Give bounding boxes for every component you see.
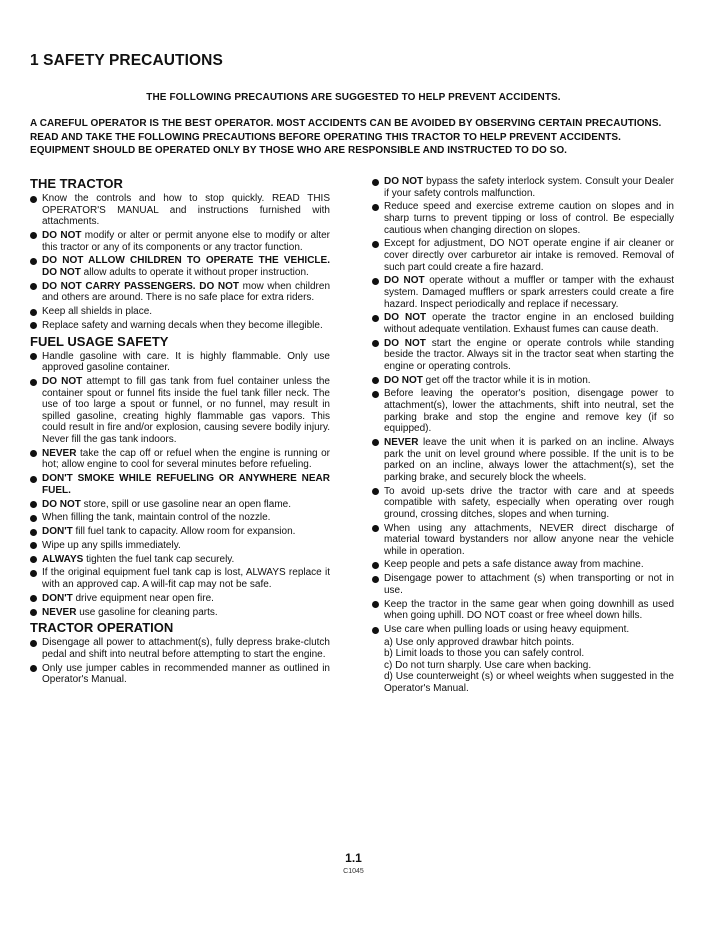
bullet-item [30, 567, 330, 590]
bullet-emphasis: DO NOT [42, 376, 83, 388]
section-title-fuel: FUEL USAGE SAFETY [30, 333, 169, 349]
bullet-item [372, 437, 674, 483]
bullet-text: start the engine or operate controls while standing beside the tractor. Always sit in the tractor seat when starting the engine or operating controls. [384, 337, 674, 372]
bullet-text: use gasoline for cleaning parts. [76, 606, 218, 618]
sub-list [384, 637, 674, 695]
bullet-text: Wipe up any spills immediately. [42, 539, 181, 551]
left-column [30, 176, 330, 688]
right-column [372, 176, 674, 697]
bullet-item [30, 637, 330, 660]
bullet-item [30, 663, 330, 686]
bullet-text: attempt to fill gas tank from fuel container unless the container spout or funnel fits inside the fuel tank filler neck. The use of too large a spout or funnel, or no funnel, may result in spilled gasoline, creating highly flammable gas vapors. This could result in fire and/or explosion, causing severe bodily injury. Never fill the gas tank indoors. [42, 376, 330, 445]
bullet-item [30, 281, 330, 304]
bullet-item [30, 306, 330, 318]
bullet-emphasis: DO NOT CARRY PASSENGERS. DO NOT [42, 280, 239, 292]
sub-list-item: c) Do not turn sharply. Use care when backing. [384, 659, 592, 671]
bullet-emphasis: DON'T [42, 526, 73, 538]
bullet-text: Disengage all power to attachment(s), fully depress brake-clutch pedal and shift into neutral before attempting to start the engine. [42, 637, 330, 660]
sub-list-item: d) Use counterweight (s) or wheel weights when suggested in the Operator's Manual. [384, 671, 674, 694]
bullet-text: Reduce speed and exercise extreme caution on slopes and in sharp turns to prevent tipping or loss of control. Be especially cautious when changing direction on slopes. [384, 201, 674, 236]
bullet-emphasis: DO NOT [384, 374, 423, 386]
section-title-tractor: THE TRACTOR [30, 176, 123, 191]
bullet-item [372, 599, 674, 622]
bullet-item [30, 607, 330, 619]
bullet-item [30, 499, 330, 511]
bullet-emphasis: DON'T [42, 592, 73, 604]
bullet-text: store, spill or use gasoline near an open flame. [80, 498, 292, 510]
bullet-text: modify or alter or permit anyone else to modify or alter this tractor or any of its components or any tractor function. [42, 229, 330, 253]
bullet-emphasis: DO NOT [384, 337, 426, 349]
bullet-item [30, 351, 330, 374]
bullet-text: Use care when pulling loads or using heavy equipment. [384, 624, 630, 635]
bullet-text: operate without a muffler or tamper with the exhaust system. Damaged mufflers or spark arresters could create a fire hazard. Inspect periodically and replace if necessary. [384, 275, 674, 310]
bullet-text: To avoid up-sets drive the tractor with care and at speeds compatible with safety, especially when operating over rough ground, crossing ditches, slopes and when turning. [384, 485, 674, 520]
bullet-text: get off the tractor while it is in motion. [422, 374, 591, 386]
bullet-emphasis: DO NOT ALLOW CHILDREN TO OPERATE THE VEHICLE. DO NOT [42, 255, 330, 278]
bullet-item [30, 230, 330, 253]
document-code: C1045 [343, 868, 364, 875]
bullet-text: If the original equipment fuel tank cap is lost, ALWAYS replace it with an approved cap. A will-fit cap may not be safe. [42, 567, 330, 591]
bullet-text: drive equipment near open fire. [72, 592, 214, 604]
bullet-text: When filling the tank, maintain control of the nozzle. [42, 512, 271, 524]
bullet-text: Keep people and pets a safe distance away from machine. [384, 559, 644, 571]
operation-list [30, 637, 330, 686]
bullet-item [372, 238, 674, 273]
bullet-text: Handle gasoline with care. It is highly flammable. Only use approved gasoline container. [42, 350, 330, 374]
bullet-text: operate the tractor engine in an enclosed building without adequate ventilation. Exhaust fumes can cause death. [384, 312, 674, 335]
tractor-list [30, 193, 330, 331]
bullet-item [30, 593, 330, 605]
bullet-text: Except for adjustment, DO NOT operate engine if air cleaner or cover directly over carburetor air intake is removed. Removal of such part could create a fire hazard. [384, 238, 674, 273]
bullet-item [372, 338, 674, 373]
bullet-emphasis: DO NOT [384, 312, 427, 324]
bullet-text: When using any attachments, NEVER direct discharge of material toward bystanders nor allow anyone near the vehicle while in operation. [384, 522, 674, 557]
bullet-text: allow adults to operate it without proper instruction. [80, 266, 309, 278]
bullet-item [30, 448, 330, 471]
bullet-item [30, 526, 330, 538]
bullet-item [372, 201, 674, 236]
bullet-item [30, 320, 330, 332]
page-number: 1.1 [345, 851, 362, 865]
bullet-item [30, 473, 330, 496]
bullet-text: take the cap off or refuel when the engine is running or hot; allow engine to cool for several minutes before refueling. [42, 447, 330, 471]
bullet-item [30, 376, 330, 446]
bullet-emphasis: NEVER [384, 436, 419, 448]
bullet-text: mow when children and others are around. There is no safe place for extra riders. [42, 280, 330, 304]
bullet-text: Disengage power to attachment (s) when transporting or not in use. [384, 573, 674, 596]
bullet-emphasis: DON'T SMOKE WHILE REFUELING OR ANYWHERE NEAR FUEL. [42, 473, 330, 496]
bullet-item [30, 193, 330, 228]
bullet-item [30, 554, 330, 566]
bullet-emphasis: DO NOT [384, 275, 425, 287]
bullet-item [30, 540, 330, 552]
bullet-text: tighten the fuel tank cap securely. [83, 553, 235, 565]
sub-list-item: b) Limit loads to those you can safely control. [384, 648, 585, 660]
bullet-text: bypass the safety interlock system. Consult your Dealer if your safety controls malfunction. [384, 176, 674, 199]
bullet-emphasis: DO NOT [384, 176, 424, 187]
section-title-operation: TRACTOR OPERATION [30, 620, 174, 636]
bullet-text: Know the controls and how to stop quickly. READ THIS OPERATOR'S MANUAL and instructions furnished with attachments. [42, 193, 330, 228]
bullet-item [372, 573, 674, 596]
bullet-item [30, 255, 330, 278]
bullet-item [372, 176, 674, 199]
bullet-text: Only use jumper cables in recommended manner as outlined in Operator's Manual. [42, 662, 330, 686]
bullet-item [372, 624, 674, 695]
bullet-emphasis: NEVER [42, 606, 77, 618]
bullet-emphasis: NEVER [42, 447, 77, 459]
bullet-emphasis: DO NOT [42, 498, 81, 510]
bullet-text: Keep the tractor in the same gear when going downhill as used when going uphill. DO NOT coast or free wheel down hills. [384, 598, 674, 622]
bullet-item [372, 559, 674, 571]
page-subheading: THE FOLLOWING PRECAUTIONS ARE SUGGESTED TO HELP PREVENT ACCIDENTS. [146, 92, 561, 103]
bullet-item [372, 375, 674, 387]
bullet-item [372, 486, 674, 521]
operation-list-continued [372, 176, 674, 695]
bullet-emphasis: DO NOT [42, 229, 82, 241]
bullet-text: Replace safety and warning decals when they become illegible. [42, 319, 323, 331]
bullet-item [30, 512, 330, 524]
intro-paragraph: A CAREFUL OPERATOR IS THE BEST OPERATOR. MOST ACCIDENTS CAN BE AVOIDED BY OBSERVING CERTAIN PRECAUTIONS. READ AND TAKE THE FOLLOWING PRECAUTIONS BEFORE OPERATING THIS TRACTOR TO HELP PREVENT ACCIDENTS. EQUIPMENT SHOULD BE OPERATED ONLY BY THOSE WHO ARE RESPONSIBLE AND INSTRUCTED TO DO SO. [30, 118, 662, 156]
bullet-text: fill fuel tank to capacity. Allow room for expansion. [72, 526, 296, 538]
bullet-item [372, 388, 674, 434]
bullet-item [372, 275, 674, 310]
bullet-item [372, 523, 674, 558]
bullet-emphasis: ALWAYS [42, 553, 84, 565]
sub-list-item: a) Use only approved drawbar hitch points. [384, 636, 575, 648]
fuel-list [30, 351, 330, 619]
page-title: 1 SAFETY PRECAUTIONS [30, 52, 223, 69]
bullet-text: Before leaving the operator's position, disengage power to attachment(s), lower the attachments, shift into neutral, set the parking brake and stop the engine and remove key (if so equipped). [384, 388, 674, 435]
bullet-text: leave the unit when it is parked on an incline. Always park the unit on level ground where possible. If the unit is to be parked on an incline, always lower the attachment(s), set the parking brake, and securely block the wheels. [384, 436, 674, 483]
bullet-item [372, 312, 674, 335]
bullet-text: Keep all shields in place. [42, 306, 153, 318]
